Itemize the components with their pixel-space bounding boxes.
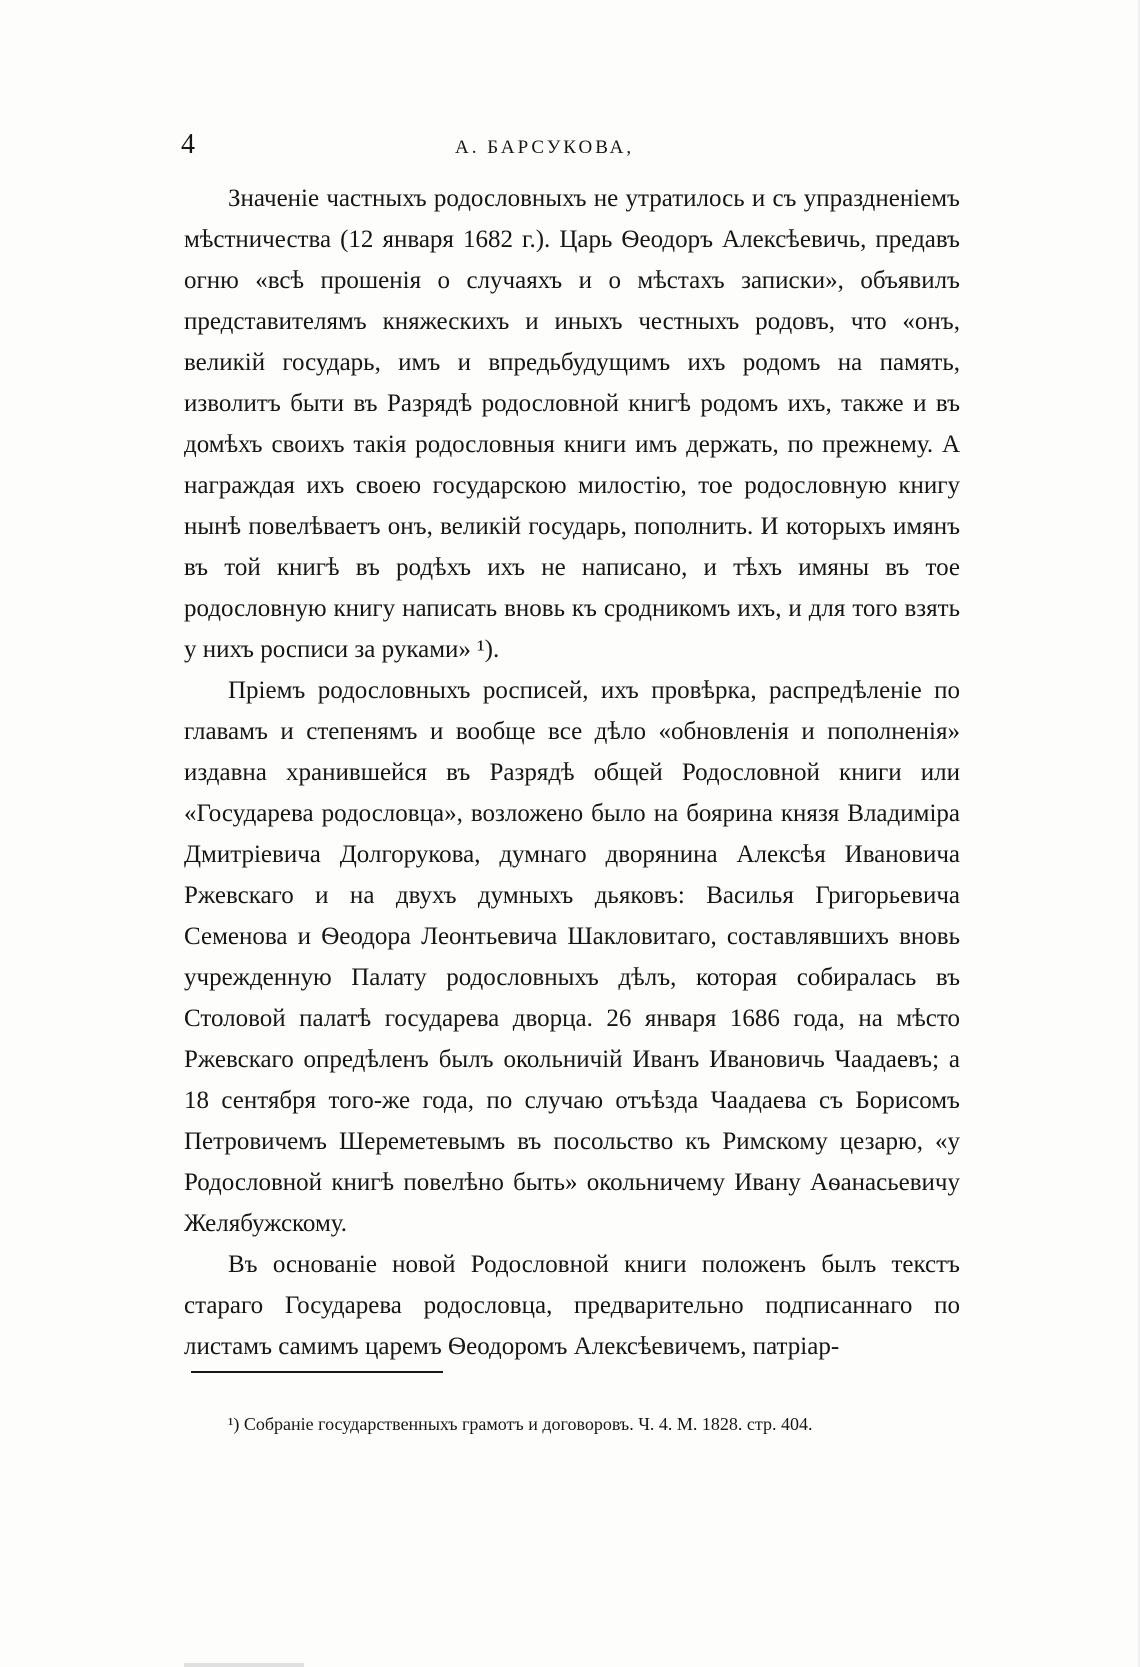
- paragraph-2: Пріемъ родословныхъ росписей, ихъ провѣрка, распредѣленіе по главамъ и степенямъ и вообще все дѣло «обновленія и пополненія» издавна хранившейся въ Разрядѣ общей Родословной книги или «Государева родословца», возложено было на боярина князя Владиміра Дмитріевича Долгорукова, думнаго дворянина Алексѣя Ивановича Ржевскаго и на двухъ думныхъ дьяковъ: Василья Григорьевича Семенова и Ѳеодора Леонтьевича Шакловитаго, составлявшихъ вновь учрежденную Палату родословныхъ дѣлъ, которая собиралась въ Столовой палатѣ государева дворца. 26 января 1686 года, на мѣсто Ржевскаго опредѣленъ былъ окольничій Иванъ Ивановичь Чаадаевъ; а 18 сентября того-же года, по случаю отъѣзда Чаадаева съ Борисомъ Петровичемъ Шереметевымъ въ посольство къ Римскому цезарю, «у Родословной книгѣ повелѣно быть» окольничему Ивану Аѳанасьевичу Желябужскому.: [184, 677, 960, 1237]
- paragraph-1: Значеніе частныхъ родословныхъ не утратилось и съ упраздненіемъ мѣстничества (12 января 1682 г.). Царь Ѳеодоръ Алексѣевичь, предавъ огню «всѣ прошенія о случаяхъ и о мѣстахъ записки», объявилъ представителямъ княжескихъ и иныхъ честныхъ родовъ, что «онъ, великій государь, имъ и впредьбудущимъ ихъ родомъ на память, изволитъ быти въ Разрядѣ родословной книгѣ родомъ ихъ, также и въ домѣхъ своихъ такія родословныя книги имъ держать, по прежнему. А награждая ихъ своею государскою милостію, тое родословную книгу нынѣ повелѣваетъ онъ, великій государь, пополнить. И которыхъ имянъ въ той книгѣ въ родѣхъ ихъ не написано, и тѣхъ имяны въ тое родословную книгу написать вновь къ сродникомъ ихъ, и для того взять у нихъ росписи за руками» ¹).: [184, 185, 960, 663]
- scan-edge-bottom: [184, 1663, 304, 1667]
- running-head: А. БАРСУКОВА,: [455, 137, 635, 158]
- footnote: ¹) Собраніе государственныхъ грамотъ и договоровъ. Ч. 4. М. 1828. стр. 404.: [228, 1414, 813, 1434]
- main-text: [184, 178, 960, 1367]
- footnote-separator: [191, 1371, 443, 1373]
- page-number: 4: [181, 129, 195, 160]
- paragraph-3: Въ основаніе новой Родословной книги положенъ былъ текстъ стараго Государева родословца, предварительно подписаннаго по листамъ самимъ царемъ Ѳеодоромъ Алексѣевичемъ, патріар-: [184, 1251, 960, 1360]
